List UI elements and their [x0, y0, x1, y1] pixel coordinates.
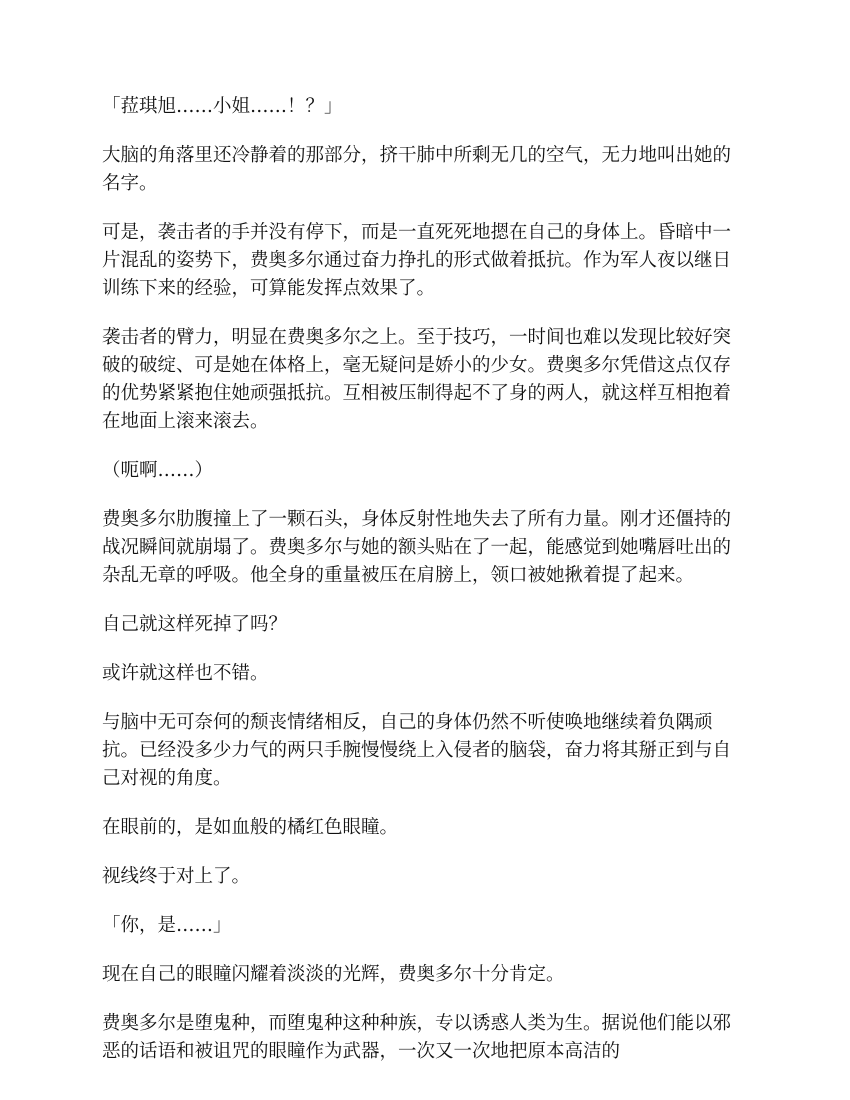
- paragraph: 或许就这样也不错。: [102, 663, 269, 684]
- document-body: [102, 93, 748, 1087]
- paragraph: 可是，袭击者的手并没有停下，而是一直死死地摁在自己的身体上。昏暗中一片混乱的姿势下，费奥多尔通过奋力挣扎的形式做着抵抗。作为军人夜以继日训练下来的经验，可算能发挥点效果了。: [102, 222, 732, 299]
- inner-thought-line: （呃啊……）: [102, 460, 214, 481]
- paragraph: 大脑的角落里还冷静着的那部分，挤干肺中所剩无几的空气，无力地叫出她的名字。: [102, 145, 732, 194]
- paragraph: 视线终于对上了。: [102, 866, 251, 887]
- paragraph: 费奥多尔是堕鬼种，而堕鬼种这种种族，专以诱惑人类为生。据说他们能以邪恶的话语和被诅咒的眼瞳作为武器，一次又一次地把原本高洁的: [102, 1013, 732, 1062]
- dialogue-line: 「你，是……」: [102, 915, 232, 936]
- paragraph: 现在自己的眼瞳闪耀着淡淡的光辉，费奥多尔十分肯定。: [102, 964, 565, 985]
- paragraph: 在眼前的，是如血般的橘红色眼瞳。: [102, 817, 399, 838]
- paragraph: 与脑中无可奈何的颓丧情绪相反，自己的身体仍然不听使唤地继续着负隅顽抗。已经没多少力气的两只手腕慢慢绕上入侵者的脑袋，奋力将其掰正到与自己对视的角度。: [102, 712, 732, 789]
- paragraph: 袭击者的臂力，明显在费奥多尔之上。至于技巧，一时间也难以发现比较好突破的破绽、可是她在体格上，毫无疑问是娇小的少女。费奥多尔凭借这点仅存的优势紧紧抱住她顽强抵抗。互相被压制得起不了身的两人，就这样互相抱着在地面上滚来滚去。: [102, 327, 732, 432]
- dialogue-line: 「菈琪旭……小姐……！？」: [102, 96, 343, 117]
- paragraph: 费奥多尔肋腹撞上了一颗石头，身体反射性地失去了所有力量。刚才还僵持的战况瞬间就崩塌了。费奥多尔与她的额头贴在了一起，能感觉到她嘴唇吐出的杂乱无章的呼吸。他全身的重量被压在肩膀上，领口被她揪着提了起来。: [102, 509, 732, 586]
- paragraph: 自己就这样死掉了吗？: [102, 614, 288, 635]
